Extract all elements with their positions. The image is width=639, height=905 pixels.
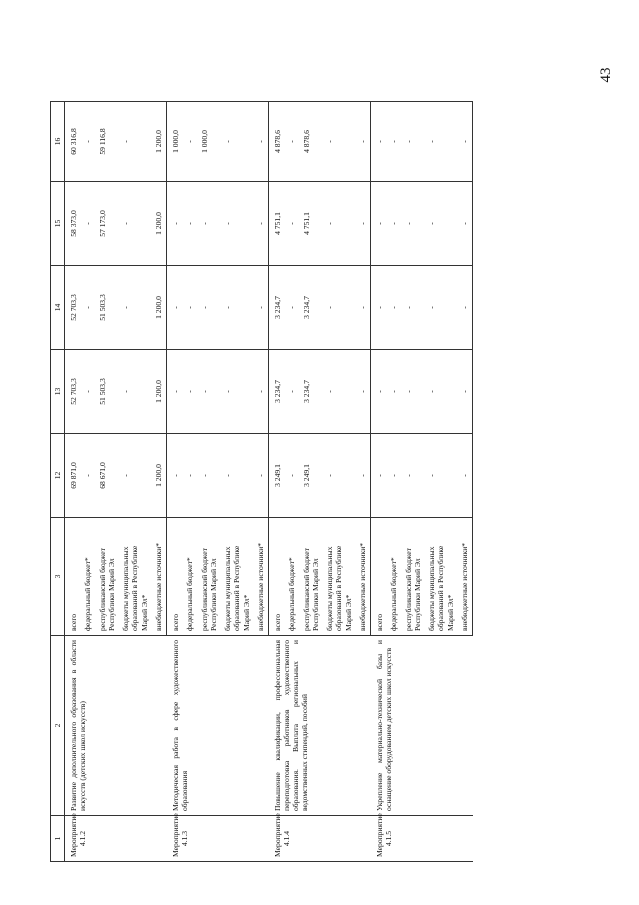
funding-source: внебюджетные источники* [152,518,167,636]
value-13: 3 234,7 [269,350,286,434]
value-16: 4 878,6 [269,102,286,182]
value-15: - [183,182,197,266]
funding-source: республиканский бюджет Республики Марий Эл [300,518,324,636]
col-header-1: 1 [51,816,65,862]
measure-id: Мероприятие 4.1.2 [65,816,167,862]
funding-source: бюджеты муниципальных образований в Республике Марий Эл* [425,518,458,636]
value-15: - [371,182,388,266]
value-14: - [387,266,401,350]
value-15: 4 751,1 [300,182,324,266]
funding-source: внебюджетные источники* [458,518,473,636]
funding-source: бюджеты муниципальных образований в Республике Марий Эл* [119,518,152,636]
measure-title: Повышение квалификации, профессиональная переподготовка работников художественного образования. Выплата региональных и ведомственных стипендий, пособий [269,636,371,816]
funding-source: всего [269,518,286,636]
value-13: - [425,350,458,434]
col-header-13: 13 [51,350,65,434]
value-15: - [323,182,356,266]
value-12: - [167,434,184,518]
value-12: 3 249,1 [269,434,286,518]
funding-source: внебюджетные источники* [254,518,269,636]
value-12: - [254,434,269,518]
measure-title: Укрепление материально-технической базы и оснащение оборудованием детских школ искусств [371,636,473,816]
value-14: - [167,266,184,350]
value-12: - [458,434,473,518]
value-14: - [81,266,95,350]
value-16: - [254,102,269,182]
value-14: - [458,266,473,350]
value-15: 58 373,0 [65,182,82,266]
funding-table [50,101,473,862]
value-12: - [356,434,371,518]
value-15: 57 173,0 [96,182,120,266]
value-13: 1 200,0 [152,350,167,434]
value-12: - [183,434,197,518]
value-14: - [323,266,356,350]
funding-source: республиканский бюджет Республики Марий Эл [402,518,426,636]
value-16: - [285,102,299,182]
table-row [371,102,388,862]
value-16: 1 200,0 [152,102,167,182]
table-row [269,102,286,862]
value-16: 1 000,0 [167,102,184,182]
value-14: 3 234,7 [269,266,286,350]
value-16: - [323,102,356,182]
value-16: 59 116,8 [96,102,120,182]
value-13: - [285,350,299,434]
value-12: 69 871,0 [65,434,82,518]
funding-source: федеральный бюджет* [387,518,401,636]
value-14: - [371,266,388,350]
table-row [167,102,184,862]
value-14: - [285,266,299,350]
value-14: 51 503,3 [96,266,120,350]
value-13: - [371,350,388,434]
value-14: - [198,266,222,350]
value-12: - [221,434,254,518]
funding-source: федеральный бюджет* [285,518,299,636]
value-16: - [183,102,197,182]
value-13: - [221,350,254,434]
value-13: 52 703,3 [65,350,82,434]
value-14: - [425,266,458,350]
value-15: - [387,182,401,266]
value-15: 4 751,1 [269,182,286,266]
value-12: - [198,434,222,518]
col-header-16: 16 [51,102,65,182]
value-14: - [254,266,269,350]
value-12: - [402,434,426,518]
funding-source: республиканский бюджет Республики Марий Эл [96,518,120,636]
value-16: - [81,102,95,182]
value-14: - [402,266,426,350]
value-13: - [387,350,401,434]
value-15: - [285,182,299,266]
value-16: - [221,102,254,182]
value-13: 51 503,3 [96,350,120,434]
value-13: - [402,350,426,434]
value-15: - [198,182,222,266]
measure-id: Мероприятие 4.1.5 [371,816,473,862]
value-16: - [387,102,401,182]
value-13: - [183,350,197,434]
value-16: - [371,102,388,182]
funding-source: бюджеты муниципальных образований в Республике Марий Эл* [323,518,356,636]
page-number: 43 [598,67,614,83]
rotated-table-container [50,102,470,862]
value-15: - [458,182,473,266]
funding-source: республиканский бюджет Республики Марий Эл [198,518,222,636]
funding-source: всего [65,518,82,636]
value-14: 1 200,0 [152,266,167,350]
value-16: - [425,102,458,182]
value-13: - [81,350,95,434]
header-row [51,102,65,862]
value-13: - [198,350,222,434]
col-header-2: 2 [51,636,65,816]
col-header-12: 12 [51,434,65,518]
funding-source: федеральный бюджет* [183,518,197,636]
table-row [65,102,82,862]
measure-id: Мероприятие 4.1.4 [269,816,371,862]
funding-source: внебюджетные источники* [356,518,371,636]
measure-id: Мероприятие 4.1.3 [167,816,269,862]
measure-title: Развитие дополнительного образования в области искусств (детских школ искусств) [65,636,167,816]
value-13: - [356,350,371,434]
value-12: - [119,434,152,518]
value-12: 1 200,0 [152,434,167,518]
value-15: - [221,182,254,266]
value-16: - [356,102,371,182]
value-15: - [81,182,95,266]
value-13: - [254,350,269,434]
value-12: 3 249,1 [300,434,324,518]
value-15: - [254,182,269,266]
value-15: 1 200,0 [152,182,167,266]
value-13: 3 234,7 [300,350,324,434]
value-15: - [119,182,152,266]
col-header-3: 3 [51,518,65,636]
funding-source: федеральный бюджет* [81,518,95,636]
funding-source: бюджеты муниципальных образований в Республике Марий Эл* [221,518,254,636]
value-14: - [183,266,197,350]
value-12: - [425,434,458,518]
value-16: - [458,102,473,182]
value-12: - [285,434,299,518]
funding-source: всего [371,518,388,636]
col-header-14: 14 [51,266,65,350]
value-12: 68 671,0 [96,434,120,518]
value-14: 3 234,7 [300,266,324,350]
value-16: - [119,102,152,182]
value-12: - [371,434,388,518]
value-16: - [402,102,426,182]
measure-title: Методическая работа в сфере художественного образования [167,636,269,816]
table-body [65,102,473,862]
value-13: - [323,350,356,434]
value-14: - [119,266,152,350]
value-14: - [356,266,371,350]
value-15: - [356,182,371,266]
value-15: - [402,182,426,266]
value-12: - [387,434,401,518]
value-14: - [221,266,254,350]
value-16: 1 000,0 [198,102,222,182]
value-14: 52 703,3 [65,266,82,350]
value-13: - [167,350,184,434]
value-15: - [425,182,458,266]
value-16: 60 316,8 [65,102,82,182]
value-13: - [458,350,473,434]
value-12: - [323,434,356,518]
value-16: 4 878,6 [300,102,324,182]
value-13: - [119,350,152,434]
funding-source: всего [167,518,184,636]
value-15: - [167,182,184,266]
value-12: - [81,434,95,518]
col-header-15: 15 [51,182,65,266]
